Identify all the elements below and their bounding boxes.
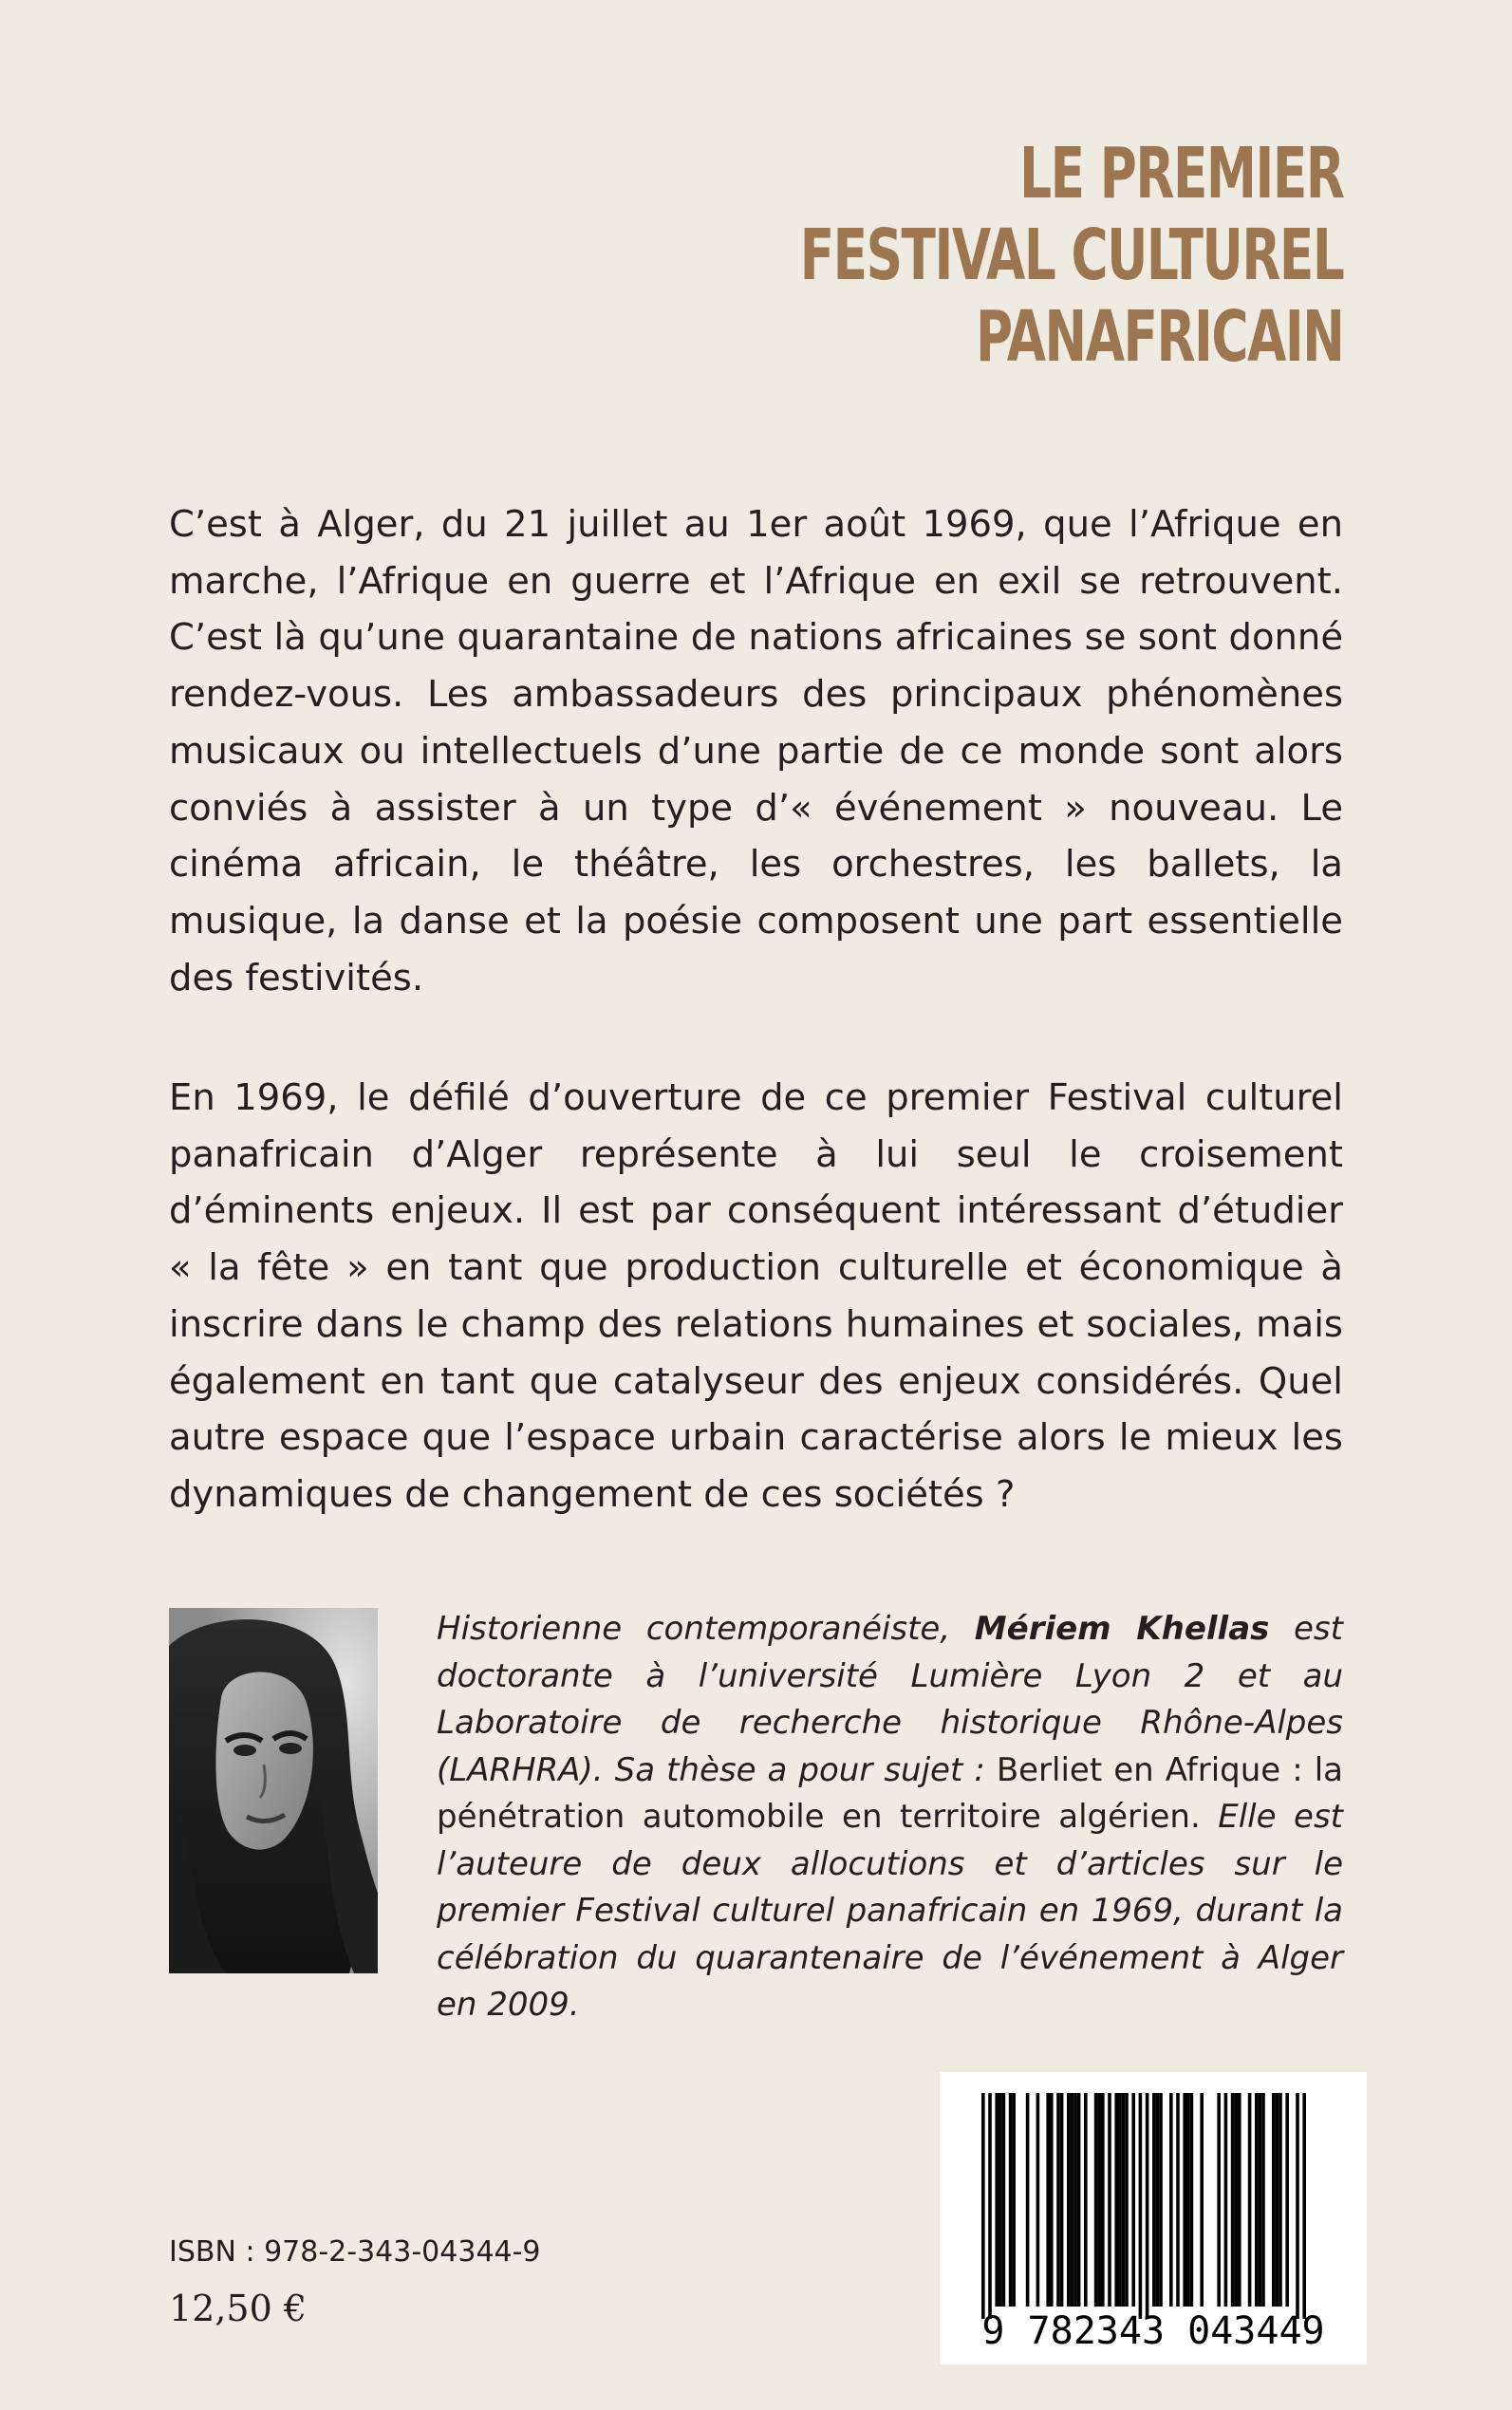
author-name: Mériem Khellas bbox=[974, 1610, 1270, 1648]
barcode-bar bbox=[1131, 2093, 1135, 2307]
barcode-bar bbox=[1248, 2093, 1252, 2307]
title-line-3: PANAFRICAIN bbox=[975, 296, 1343, 378]
barcode-bar bbox=[1077, 2093, 1081, 2307]
barcode-bar bbox=[1272, 2093, 1276, 2307]
title-line-1: LE PREMIER bbox=[1018, 133, 1343, 215]
barcode-bar bbox=[1026, 2093, 1030, 2307]
barcode-bar bbox=[1012, 2093, 1016, 2307]
barcode-bar bbox=[1183, 2093, 1186, 2307]
barcode-bar bbox=[1046, 2093, 1050, 2307]
barcode-bar bbox=[1169, 2093, 1173, 2307]
barcode bbox=[940, 2072, 1367, 2364]
title-line-2: FESTIVAL CULTUREL bbox=[799, 215, 1343, 296]
barcode-bar bbox=[1186, 2093, 1190, 2307]
barcode-bar bbox=[1255, 2093, 1259, 2307]
barcode-bar bbox=[1097, 2093, 1101, 2307]
barcode-bar bbox=[1071, 2093, 1074, 2307]
barcode-bar bbox=[1125, 2093, 1129, 2307]
barcode-bar bbox=[999, 2093, 1002, 2307]
barcode-bar bbox=[1152, 2093, 1156, 2307]
barcode-bar bbox=[1285, 2093, 1289, 2307]
barcode-bar bbox=[1118, 2093, 1122, 2307]
barcode-bar bbox=[1009, 2093, 1013, 2307]
barcode-bar bbox=[1122, 2093, 1126, 2307]
barcode-bar bbox=[1231, 2093, 1235, 2307]
barcode-bar bbox=[1238, 2093, 1241, 2307]
author-portrait-image bbox=[169, 1608, 378, 1973]
barcode-bar bbox=[988, 2093, 992, 2319]
barcode-bar bbox=[1139, 2093, 1143, 2319]
barcode-bar bbox=[1259, 2093, 1262, 2307]
barcode-bar bbox=[981, 2093, 985, 2319]
barcode-bar bbox=[1036, 2093, 1040, 2307]
bio-intro: Historienne contemporanéiste, bbox=[437, 1610, 975, 1648]
barcode-bar bbox=[1224, 2093, 1228, 2307]
blurb-paragraph-1: C’est à Alger, du 21 juillet au 1er août 1969, que l’Afrique en marche, l’Afrique en guerre et l’Afrique en exil se retrouvent. C’est là qu’une quarantaine de nations africaines se sont donné rendez-vous. Les ambassadeurs des principaux phénomènes musicaux ou intellectuels d’une partie de ce monde sont alors conviés à assister à un type d’« événement » nouveau. Le cinéma africain, le théâtre, les orchestres, les ballets, la musique, la danse et la poésie composent une part essentielle des festivités. bbox=[169, 503, 1343, 999]
barcode-bar bbox=[1296, 2093, 1299, 2319]
book-title bbox=[799, 133, 1343, 378]
barcode-bar bbox=[1261, 2093, 1265, 2307]
barcode-bar bbox=[1276, 2093, 1279, 2307]
barcode-bar bbox=[1159, 2093, 1163, 2307]
price-label: 12,50 € bbox=[169, 2288, 308, 2329]
barcode-bar bbox=[1200, 2093, 1204, 2307]
barcode-bar bbox=[1050, 2093, 1054, 2307]
barcode-bar bbox=[1176, 2093, 1180, 2307]
barcode-bar bbox=[1108, 2093, 1111, 2307]
barcode-bar bbox=[1279, 2093, 1282, 2307]
barcode-bar bbox=[1067, 2093, 1071, 2307]
barcode-bar bbox=[1302, 2093, 1306, 2319]
barcode-bar bbox=[1084, 2093, 1088, 2307]
barcode-bar bbox=[1002, 2093, 1006, 2307]
barcode-bar bbox=[1146, 2093, 1149, 2319]
barcode-bar bbox=[995, 2093, 999, 2307]
barcode-bar bbox=[1190, 2093, 1194, 2307]
blurb-paragraph-2: En 1969, le défilé d’ouverture de ce premier Festival culturel panafricain d’Alger représente à lui seul le croisement d’éminents enjeux. Il est par conséquent intéressant d’étudier « la fête » en tant que production culturelle et économique à inscrire dans le champ des relations humaines et sociales, mais également en tant que catalyseur des enjeux considérés. Quel autre espace que l’espace urbain caractérise alors le mieux les dynamiques de changement de ces sociétés ? bbox=[169, 1076, 1343, 1516]
barcode-number: 9 782343 043449 bbox=[981, 2309, 1325, 2353]
bio-ending: Elle est l’auteure de deux allocutions et d’articles sur le premier Festival culturel panafricain en 1969, durant la célébration du quarantenaire de l’événement à Alger en 2009. bbox=[437, 1798, 1344, 2024]
barcode-bar bbox=[1060, 2093, 1064, 2307]
author-bio bbox=[437, 1606, 1343, 2029]
barcode-bar bbox=[1114, 2093, 1118, 2307]
barcode-bar bbox=[1234, 2093, 1238, 2307]
barcode-bar bbox=[1056, 2093, 1060, 2307]
barcode-bar bbox=[1073, 2093, 1077, 2307]
barcode-bar bbox=[1156, 2093, 1160, 2307]
isbn-label: ISBN : 978-2-343-04344-9 bbox=[169, 2235, 541, 2269]
bio-middle: est doctorante à l’université Lumière Lyon 2 et au Laboratoire de recherche historique Rhône-Alpes (LARHRA). Sa thèse a pour sujet : bbox=[437, 1610, 1343, 1789]
author-photo bbox=[169, 1608, 378, 1973]
barcode-bar bbox=[1101, 2093, 1105, 2307]
barcode-bar bbox=[1094, 2093, 1098, 2307]
barcode-bars bbox=[940, 2072, 1367, 2364]
thesis-title: Berliet en Afrique : la pénétration automobile en territoire algérien. bbox=[437, 1750, 1343, 1836]
barcode-bar bbox=[1217, 2093, 1221, 2307]
